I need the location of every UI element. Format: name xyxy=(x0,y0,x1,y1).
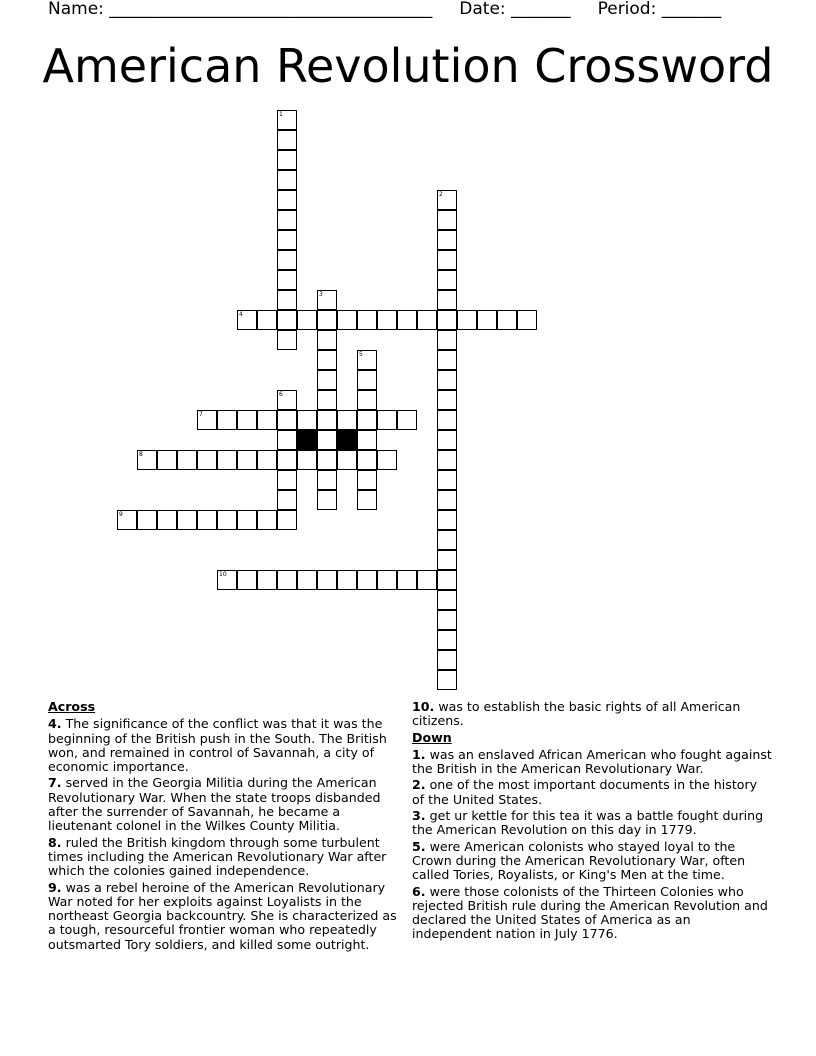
clue-number: 7. xyxy=(48,775,62,791)
grid-cell[interactable] xyxy=(437,290,457,310)
grid-cell[interactable] xyxy=(437,370,457,390)
grid-cell[interactable] xyxy=(317,330,337,350)
cell-number: 2 xyxy=(439,191,443,198)
across-heading: Across xyxy=(48,699,96,714)
grid-cell[interactable] xyxy=(517,310,537,330)
grid-cell[interactable] xyxy=(337,310,357,330)
grid-cell[interactable] xyxy=(497,310,517,330)
grid-cell[interactable] xyxy=(157,510,177,530)
grid-cell[interactable] xyxy=(177,510,197,530)
clue-across-9 xyxy=(48,881,402,952)
grid-cell[interactable] xyxy=(277,230,297,250)
grid-cell[interactable] xyxy=(137,510,157,530)
clue-down-5 xyxy=(412,840,772,883)
clue-text: one of the most important documents in the history of the United States. xyxy=(412,777,758,807)
grid-cell[interactable] xyxy=(277,570,297,590)
grid-block xyxy=(337,430,357,450)
grid-cell[interactable] xyxy=(377,450,397,470)
grid-cell[interactable] xyxy=(417,570,437,590)
grid-cell[interactable] xyxy=(277,250,297,270)
grid-cell[interactable] xyxy=(277,270,297,290)
clue-number: 2. xyxy=(412,777,426,793)
grid-cell[interactable] xyxy=(437,530,457,550)
clue-text: get ur kettle for this tea it was a battle fought during the American Revolution on this day in 1779. xyxy=(412,808,764,838)
cell-number: 1 xyxy=(279,111,283,118)
grid-cell[interactable] xyxy=(277,310,297,330)
grid-cell[interactable] xyxy=(357,410,377,430)
clue-text: was a rebel heroine of the American Revolutionary War noted for her exploits against Loyalists in the northeast Georgia backcountry. She is characterized as a tough, resourceful frontier woman who repeatedly outsmarted Tory soldiers, and killed some outright. xyxy=(48,879,397,952)
grid-cell[interactable] xyxy=(317,390,337,410)
grid-cell[interactable] xyxy=(437,430,457,450)
grid-cell[interactable] xyxy=(357,470,377,490)
grid-cell[interactable] xyxy=(437,390,457,410)
cell-number: 9 xyxy=(119,511,123,518)
grid-cell[interactable] xyxy=(357,350,377,370)
grid-cell[interactable] xyxy=(277,490,297,510)
clue-number: 9. xyxy=(48,879,62,895)
clue-number: 4. xyxy=(48,716,62,732)
grid-cell[interactable] xyxy=(437,250,457,270)
grid-cell[interactable] xyxy=(197,450,217,470)
grid-cell[interactable] xyxy=(237,410,257,430)
cell-number: 4 xyxy=(239,311,243,318)
grid-cell[interactable] xyxy=(437,310,457,330)
clue-number: 5. xyxy=(412,838,426,854)
clue-text: served in the Georgia Militia during the American Revolutionary War. When the state troops disbanded after the surrender of Savannah, he became a lieutenant colonel in the Wilkes County Militia. xyxy=(48,775,381,834)
down-heading: Down xyxy=(412,729,452,745)
grid-cell[interactable] xyxy=(197,510,217,530)
clue-across-8 xyxy=(48,836,402,879)
grid-cell[interactable] xyxy=(437,550,457,570)
grid-cell[interactable] xyxy=(257,310,277,330)
grid-cell[interactable] xyxy=(437,590,457,610)
grid-cell[interactable] xyxy=(277,150,297,170)
grid-block xyxy=(297,430,317,450)
grid-cell[interactable] xyxy=(317,450,337,470)
clue-text: was an enslaved African American who fought against the British in the American Revolutionary War. xyxy=(412,746,772,777)
grid-cell[interactable] xyxy=(477,310,497,330)
grid-cell[interactable] xyxy=(337,410,357,430)
grid-cell[interactable] xyxy=(197,410,217,430)
clues-right-column xyxy=(412,700,772,944)
grid-cell[interactable] xyxy=(257,410,277,430)
grid-cell[interactable] xyxy=(357,370,377,390)
cell-number: 10 xyxy=(219,571,227,578)
grid-cell[interactable] xyxy=(317,350,337,370)
grid-cell[interactable] xyxy=(337,570,357,590)
grid-cell[interactable] xyxy=(237,510,257,530)
grid-cell[interactable] xyxy=(277,190,297,210)
clue-text: were those colonists of the Thirteen Colonies who rejected British rule during the American Revolution and declared the United States of America as an independent nation in July 1776. xyxy=(412,883,768,942)
name-date-period-line: Name: ______________________________________ Date: _______ Period: _______ xyxy=(48,0,722,19)
grid-cell[interactable] xyxy=(217,450,237,470)
cell-number: 3 xyxy=(319,291,323,298)
clue-across-10 xyxy=(412,700,772,729)
clue-down-2 xyxy=(412,778,772,807)
grid-cell[interactable] xyxy=(437,650,457,670)
grid-cell[interactable] xyxy=(377,310,397,330)
clue-number: 1. xyxy=(412,746,426,762)
grid-cell[interactable] xyxy=(297,410,317,430)
grid-cell[interactable] xyxy=(257,450,277,470)
clue-down-1 xyxy=(412,748,772,777)
grid-cell[interactable] xyxy=(397,410,417,430)
clue-number: 8. xyxy=(48,834,62,850)
grid-cell[interactable] xyxy=(217,410,237,430)
grid-cell[interactable] xyxy=(317,490,337,510)
grid-cell[interactable] xyxy=(357,310,377,330)
grid-cell[interactable] xyxy=(317,310,337,330)
grid-cell[interactable] xyxy=(277,330,297,350)
grid-cell[interactable] xyxy=(277,390,297,410)
grid-cell[interactable] xyxy=(277,510,297,530)
cell-number: 8 xyxy=(139,451,143,458)
grid-cell[interactable] xyxy=(437,210,457,230)
page-title: American Revolution Crossword xyxy=(42,39,774,93)
grid-cell[interactable] xyxy=(317,430,337,450)
grid-cell[interactable] xyxy=(277,130,297,150)
clue-text: were American colonists who stayed loyal to the Crown during the American Revolutionary War, often called Tories, Royalists, or King's Men at the time. xyxy=(412,838,746,883)
grid-cell[interactable] xyxy=(257,510,277,530)
grid-cell[interactable] xyxy=(357,450,377,470)
grid-cell[interactable] xyxy=(437,490,457,510)
cell-number: 7 xyxy=(199,411,203,418)
grid-cell[interactable] xyxy=(437,630,457,650)
grid-cell[interactable] xyxy=(357,490,377,510)
cell-number: 5 xyxy=(359,351,363,358)
clue-across-7 xyxy=(48,776,402,833)
clue-text: The significance of the conflict was that it was the beginning of the British push in the South. The British won, and remained in control of Savannah, a city of economic importance. xyxy=(48,716,387,775)
grid-cell[interactable] xyxy=(277,430,297,450)
grid-cell[interactable] xyxy=(317,370,337,390)
grid-cell[interactable] xyxy=(297,310,317,330)
grid-cell[interactable] xyxy=(377,570,397,590)
clue-number: 6. xyxy=(412,883,426,899)
grid-cell[interactable] xyxy=(337,450,357,470)
grid-cell[interactable] xyxy=(397,310,417,330)
grid-cell[interactable] xyxy=(317,290,337,310)
grid-cell[interactable] xyxy=(277,210,297,230)
grid-cell[interactable] xyxy=(277,470,297,490)
grid-cell[interactable] xyxy=(217,570,237,590)
grid-cell[interactable] xyxy=(257,570,277,590)
grid-cell[interactable] xyxy=(297,570,317,590)
grid-cell[interactable] xyxy=(437,510,457,530)
grid-cell[interactable] xyxy=(437,450,457,470)
grid-cell[interactable] xyxy=(237,450,257,470)
grid-cell[interactable] xyxy=(277,450,297,470)
grid-cell[interactable] xyxy=(457,310,477,330)
clue-number: 3. xyxy=(412,808,426,824)
grid-cell[interactable] xyxy=(237,310,257,330)
grid-cell[interactable] xyxy=(437,570,457,590)
grid-cell[interactable] xyxy=(397,570,417,590)
clue-down-3 xyxy=(412,809,772,838)
grid-cell[interactable] xyxy=(357,430,377,450)
clues-left-column xyxy=(48,700,402,954)
clue-number: 10. xyxy=(412,699,435,714)
grid-cell[interactable] xyxy=(137,450,157,470)
grid-cell[interactable] xyxy=(357,390,377,410)
grid-cell[interactable] xyxy=(437,410,457,430)
grid-cell[interactable] xyxy=(277,110,297,130)
grid-cell[interactable] xyxy=(377,410,397,430)
grid-cell[interactable] xyxy=(437,350,457,370)
clue-across-4 xyxy=(48,717,402,774)
grid-cell[interactable] xyxy=(437,670,457,690)
grid-cell[interactable] xyxy=(357,570,377,590)
grid-cell[interactable] xyxy=(277,410,297,430)
cell-number: 6 xyxy=(279,391,283,398)
grid-cell[interactable] xyxy=(237,570,257,590)
grid-cell[interactable] xyxy=(277,170,297,190)
clue-down-6 xyxy=(412,885,772,942)
grid-cell[interactable] xyxy=(317,570,337,590)
grid-cell[interactable] xyxy=(417,310,437,330)
grid-cell[interactable] xyxy=(437,190,457,210)
grid-cell[interactable] xyxy=(217,510,237,530)
grid-cell[interactable] xyxy=(317,470,337,490)
grid-cell[interactable] xyxy=(437,610,457,630)
grid-cell[interactable] xyxy=(317,410,337,430)
grid-cell[interactable] xyxy=(177,450,197,470)
clue-text: ruled the British kingdom through some turbulent times including the American Revolutionary War after which the colonies gained independence. xyxy=(48,834,387,879)
grid-cell[interactable] xyxy=(437,270,457,290)
grid-cell[interactable] xyxy=(157,450,177,470)
grid-cell[interactable] xyxy=(437,470,457,490)
grid-cell[interactable] xyxy=(297,450,317,470)
grid-cell[interactable] xyxy=(117,510,137,530)
grid-cell[interactable] xyxy=(437,330,457,350)
clue-text: was to establish the basic rights of all American citizens. xyxy=(412,699,741,729)
grid-cell[interactable] xyxy=(277,290,297,310)
grid-cell[interactable] xyxy=(437,230,457,250)
